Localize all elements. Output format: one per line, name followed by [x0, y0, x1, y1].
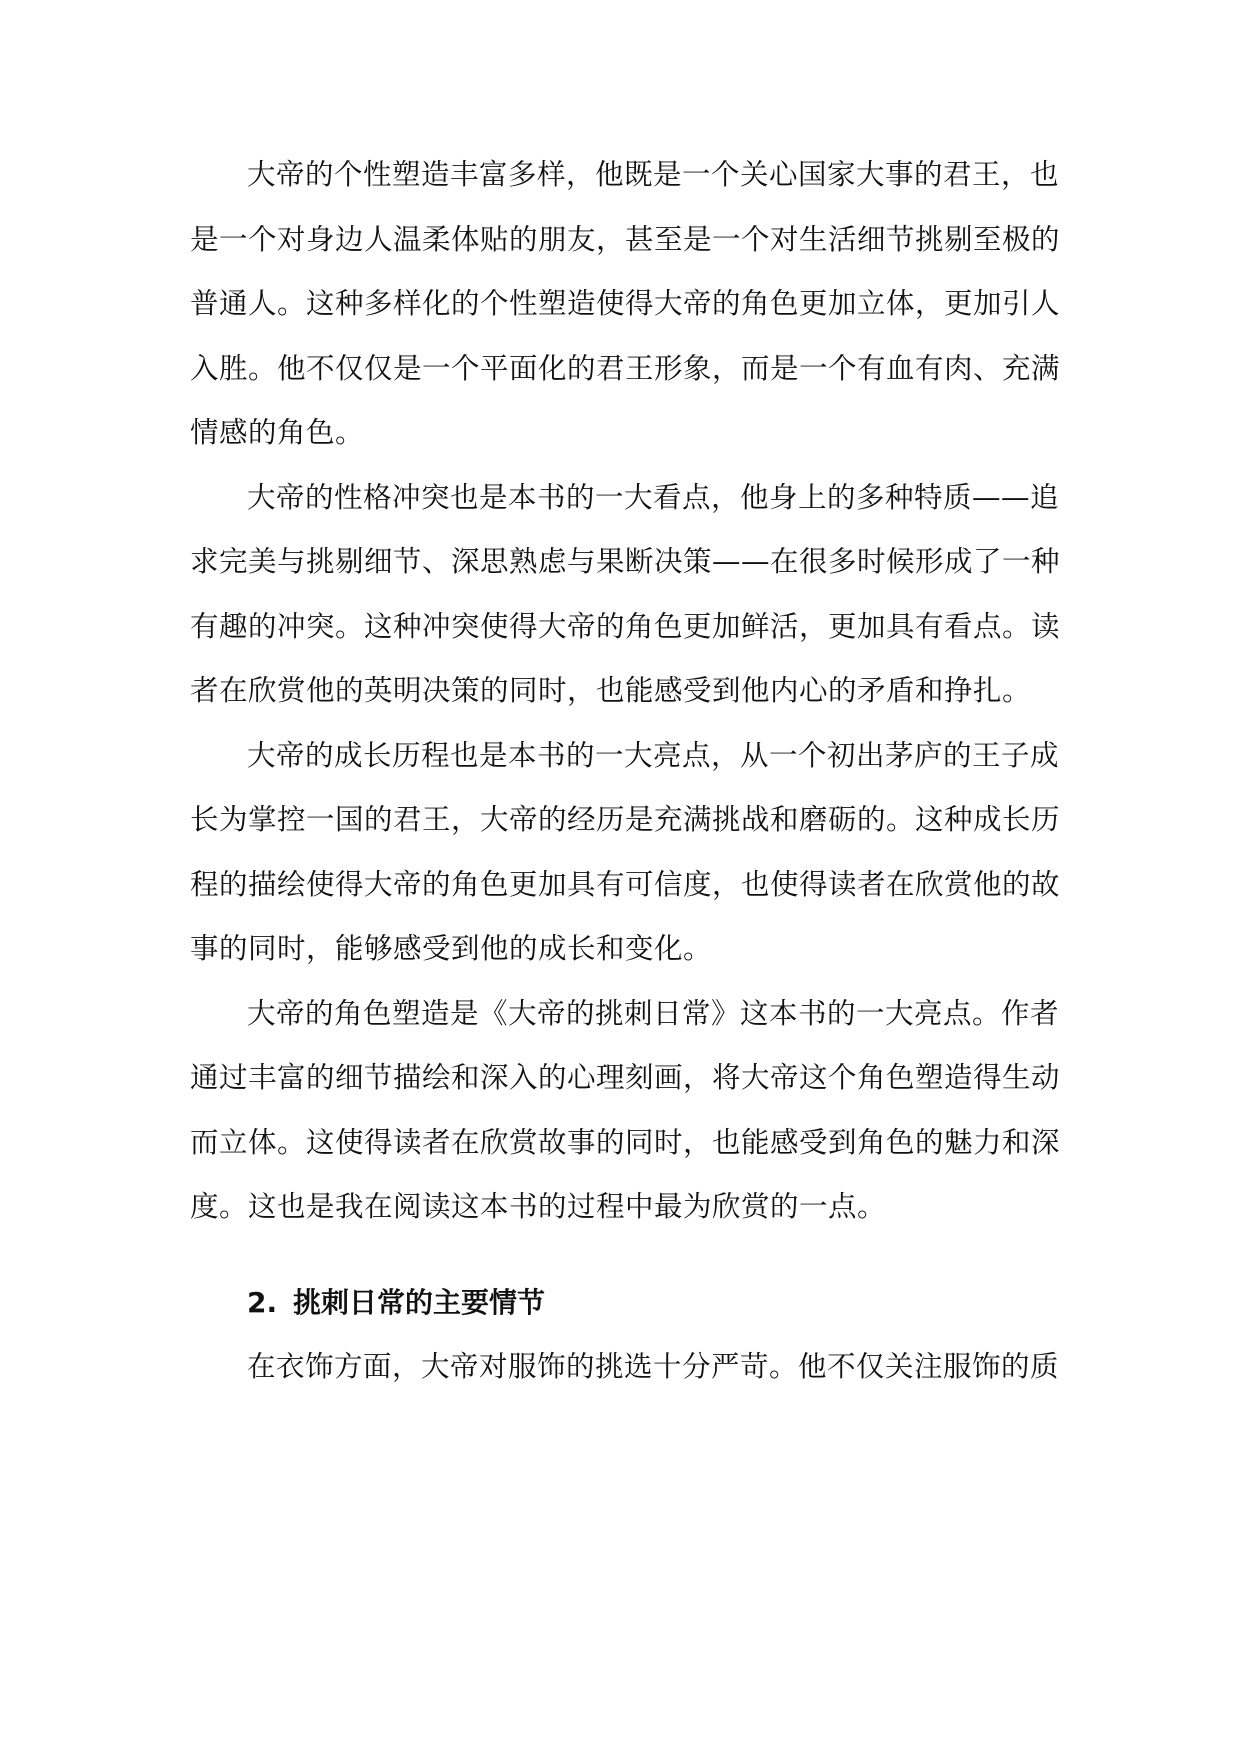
paragraph-line: 事的同时，能够感受到他的成长和变化。: [190, 932, 713, 965]
paragraph-line: 而立体。这使得读者在欣赏故事的同时，也能感受到角色的魅力和深: [190, 1125, 1061, 1159]
paragraph-conflict: [190, 469, 1061, 727]
section-title: 挑刺日常的主要情节: [293, 1285, 546, 1319]
paragraph-line: 程的描绘使得大帝的角色更加具有可信度，也使得读者在欣赏他的故: [190, 867, 1061, 901]
paragraph-line: 情感的角色。: [190, 416, 365, 449]
section-number: 2.: [247, 1285, 278, 1319]
document-body: [190, 146, 1061, 1403]
paragraph-line: 入胜。他不仅仅是一个平面化的君王形象，而是一个有血有肉、充满: [190, 351, 1061, 385]
paragraph-line: 通过丰富的细节描绘和深入的心理刻画，将大帝这个角色塑造得生动: [190, 1061, 1061, 1094]
paragraph-line: 大帝的角色塑造是《大帝的挑刺日常》这本书的一大亮点。作者: [247, 996, 1060, 1030]
paragraph-line: 大帝的性格冲突也是本书的一大看点，他身上的多种特质——追: [247, 480, 1060, 514]
paragraph-personality: [190, 146, 1061, 469]
section-heading: [190, 1274, 1050, 1339]
paragraph-line: 是一个对身边人温柔体贴的朋友，甚至是一个对生活细节挑剔至极的: [190, 222, 1061, 256]
paragraph-line: 求完美与挑剔细节、深思熟虑与果断决策——在很多时候形成了一种: [190, 545, 1061, 578]
paragraph-growth: [190, 727, 1061, 985]
paragraph-line: 度。这也是我在阅读这本书的过程中最为欣赏的一点。: [190, 1190, 887, 1223]
paragraph-line: 长为掌控一国的君王，大帝的经历是充满挑战和磨砺的。这种成长历: [190, 803, 1061, 836]
paragraph-line: 有趣的冲突。这种冲突使得大帝的角色更加鲜活，更加具有看点。读: [190, 609, 1061, 643]
paragraph-clothing: [190, 1338, 1060, 1403]
paragraph-line: 大帝的成长历程也是本书的一大亮点，从一个初出茅庐的王子成: [247, 738, 1060, 772]
paragraph-line: 普通人。这种多样化的个性塑造使得大帝的角色更加立体，更加引人: [190, 287, 1061, 320]
paragraph-line: 者在欣赏他的英明决策的同时，也能感受到他内心的矛盾和挣扎。: [190, 674, 1032, 707]
paragraph-summary: [190, 985, 1061, 1243]
paragraph-line: 在衣饰方面，大帝对服饰的挑选十分严苛。他不仅关注服饰的质: [247, 1350, 1060, 1383]
paragraph-line: 大帝的个性塑造丰富多样，他既是一个关心国家大事的君王，也: [247, 158, 1060, 191]
